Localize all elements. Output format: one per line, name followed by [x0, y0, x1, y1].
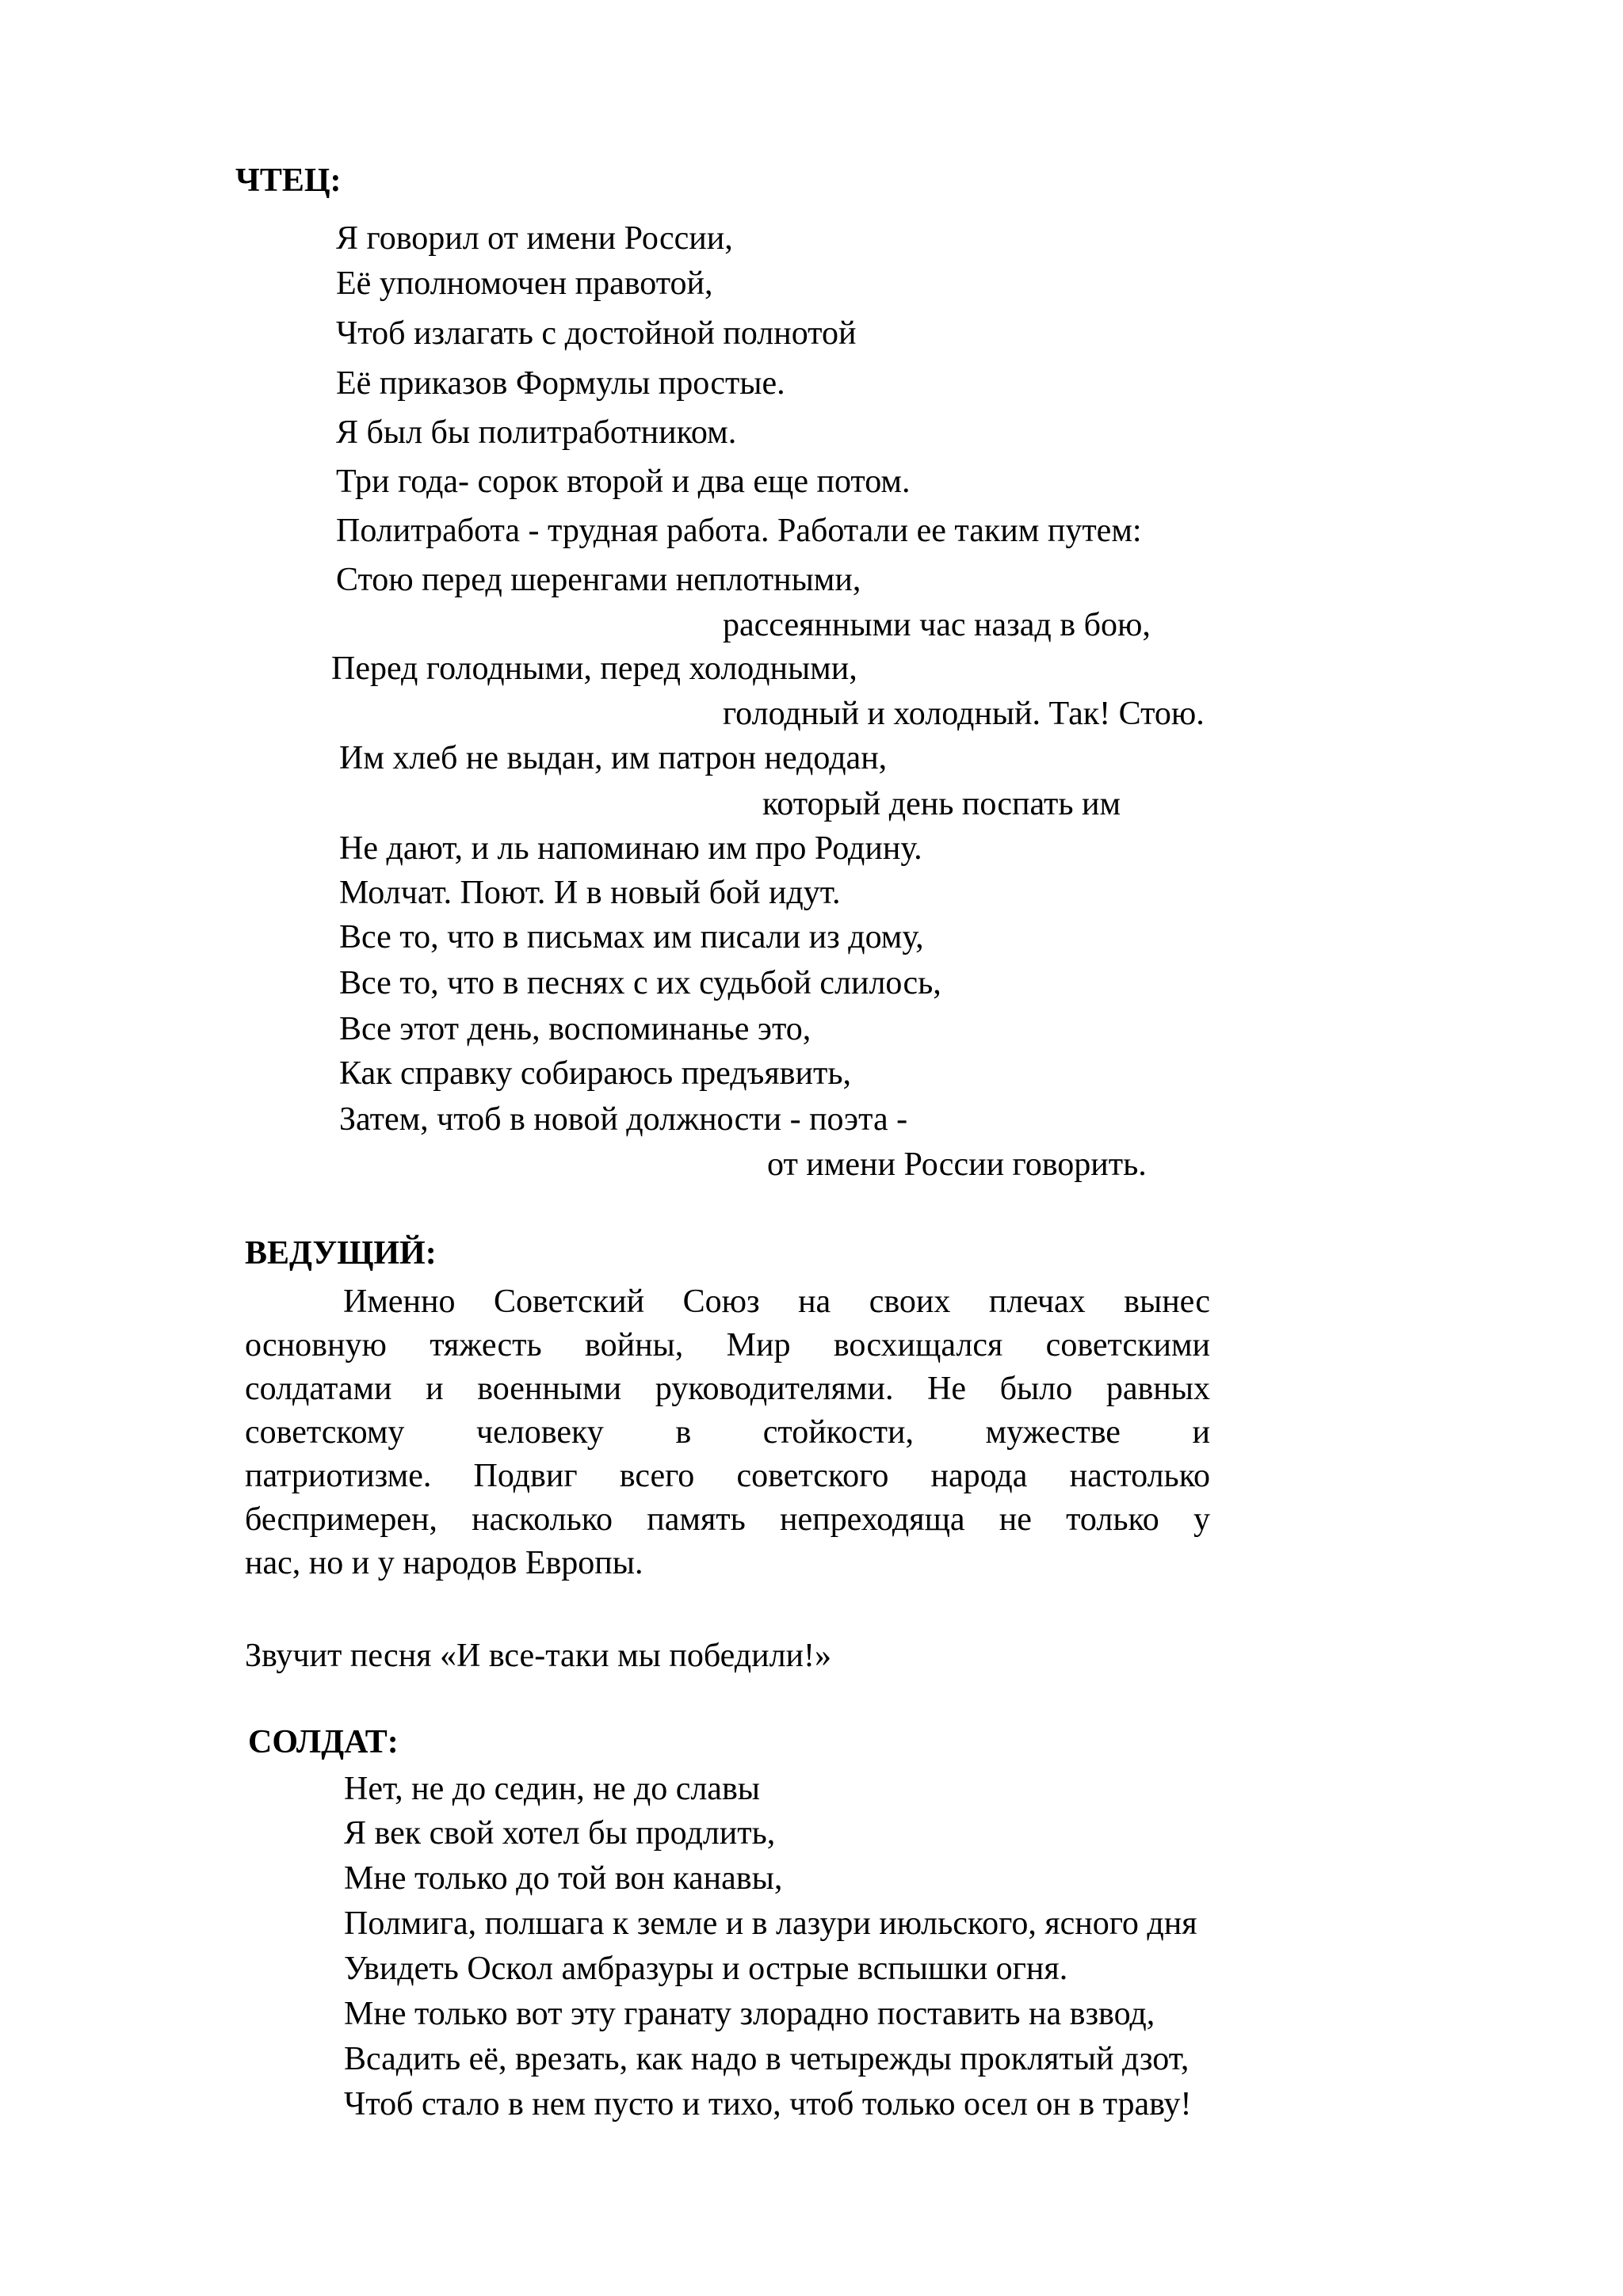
poem-line: Им хлеб не выдан, им патрон недодан,: [339, 740, 888, 776]
poem-line: Все этот день, воспоминанье это,: [339, 1011, 812, 1047]
poem-line: рассеянными час назад в бою,: [723, 607, 1151, 643]
speaker-reader: ЧТЕЦ:: [235, 162, 342, 199]
poem-line: который день поспать им: [762, 786, 1121, 822]
poem-line: Перед голодными, перед холодными,: [331, 650, 857, 687]
poem-line: Стою перед шеренгами неплотными,: [336, 562, 861, 598]
poem-line: Её приказов Формулы простые.: [336, 365, 785, 402]
paragraph-line: Именно Советский Союз на своих плечах вынес: [343, 1283, 1210, 1320]
paragraph-line: основную тяжесть войны, Мир восхищался советскими: [245, 1327, 1210, 1363]
poem-line: Я век свой хотел бы продлить,: [344, 1815, 776, 1852]
poem-line: Мне только до той вон канавы,: [344, 1860, 783, 1897]
poem-line: Увидеть Оскол амбразуры и острые вспышки огня.: [344, 1951, 1068, 1987]
poem-line: Политработа - трудная работа. Работали ее таким путем:: [336, 513, 1142, 549]
poem-line: Нет, не до седин, не до славы: [344, 1771, 760, 1807]
speaker-soldier: СОЛДАТ:: [248, 1724, 399, 1760]
poem-line: Все то, что в письмах им писали из дому,: [339, 919, 924, 955]
poem-line: Всадить её, врезать, как надо в четырежды проклятый дзот,: [344, 2041, 1190, 2077]
poem-line: Затем, чтоб в новой должности - поэта -: [339, 1101, 908, 1138]
song-note: Звучит песня «И все-таки мы победили!»: [245, 1638, 832, 1674]
poem-line: Чтоб излагать с достойной полнотой: [336, 315, 857, 352]
poem-line: Молчат. Поют. И в новый бой идут.: [339, 875, 841, 911]
poem-line: голодный и холодный. Так! Стою.: [723, 696, 1205, 732]
poem-line: Все то, что в песнях с их судьбой слилось,: [339, 965, 941, 1001]
poem-line: Я был бы политработником.: [336, 414, 737, 451]
poem-line: Её уполномочен правотой,: [336, 265, 713, 302]
poem-line: Полмига, полшага к земле и в лазури июльского, ясного дня: [344, 1905, 1197, 1942]
poem-line: Я говорил от имени России,: [336, 220, 733, 257]
poem-line: Три года- сорок второй и два еще потом.: [336, 463, 911, 500]
paragraph-line: патриотизме. Подвиг всего советского народа настолько: [245, 1458, 1210, 1494]
paragraph-line: советскому человеку в стойкости, мужестве и: [245, 1414, 1210, 1451]
poem-line: Как справку собираюсь предъявить,: [339, 1055, 851, 1092]
poem-line: Мне только вот эту гранату злорадно поставить на взвод,: [344, 1996, 1155, 2032]
poem-line: Не дают, и ль напоминаю им про Родину.: [339, 830, 922, 867]
paragraph-line: солдатами и военными руководителями. Не было равных: [245, 1371, 1210, 1407]
poem-line: от имени России говорить.: [767, 1146, 1147, 1183]
poem-line: Чтоб стало в нем пусто и тихо, чтоб только осел он в траву!: [344, 2086, 1192, 2122]
paragraph-line: беспримерен, насколько память непреходяща не только у: [245, 1501, 1210, 1538]
host-paragraph: [245, 1280, 1210, 1585]
speaker-host: ВЕДУЩИЙ:: [245, 1235, 437, 1272]
paragraph-line: нас, но и у народов Европы.: [245, 1545, 643, 1581]
